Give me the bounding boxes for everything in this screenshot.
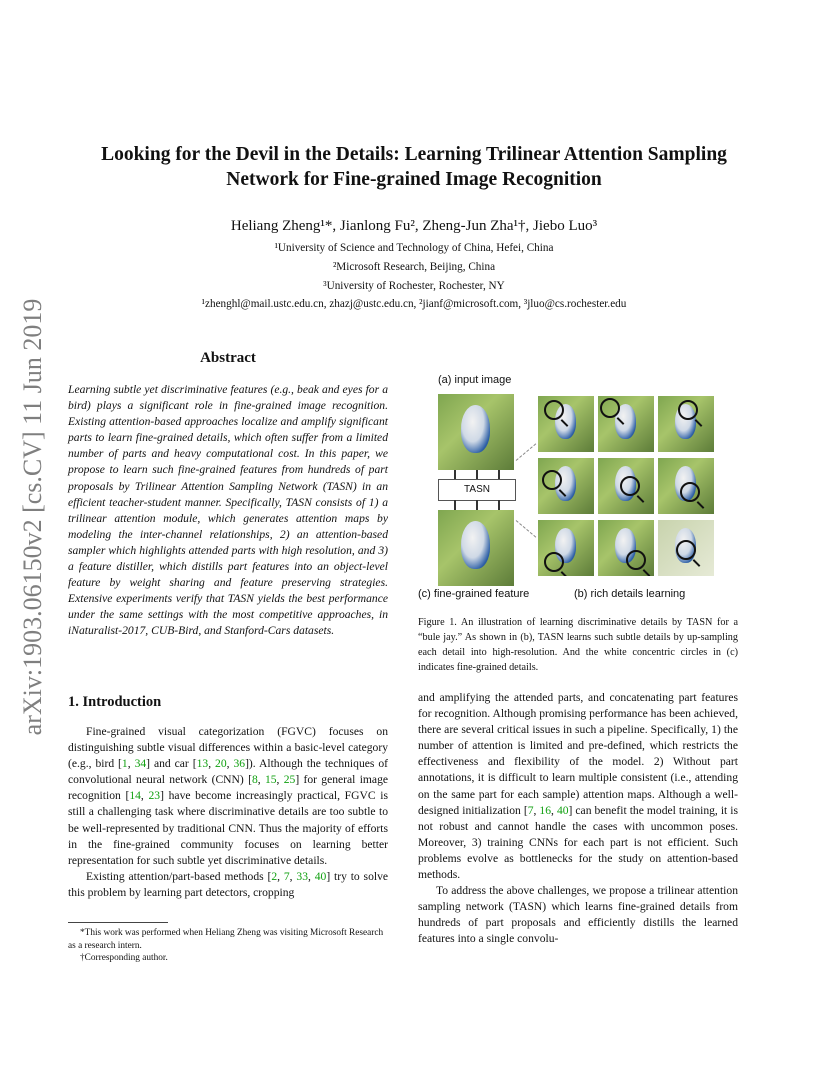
dashed-connector bbox=[516, 443, 537, 460]
author-emails: ¹zhenghl@mail.ustc.edu.cn, zhazj@ustc.edu.cn, ²jianf@microsoft.com, ³jluo@cs.rochester.edu bbox=[201, 298, 627, 310]
dashed-connector bbox=[516, 520, 537, 537]
figure-caption: Figure 1. An illustration of learning discriminative details by TASN for a “bule jay.” As shown in (b), TASN learns such subtle details by up-sampling each detail into high-resolution. And the white concentric circles in (c) indicates fine-grained details. bbox=[418, 617, 738, 673]
intro-heading: 1. Introduction bbox=[68, 694, 162, 710]
magnifier-icon bbox=[680, 482, 700, 502]
magnifier-icon bbox=[620, 476, 640, 496]
bird-figure bbox=[461, 405, 490, 452]
magnifier-icon bbox=[676, 540, 696, 560]
figure-1 bbox=[418, 370, 742, 606]
footnote-2: †Corresponding author. bbox=[80, 953, 168, 963]
affiliation-2: ²Microsoft Research, Beijing, China bbox=[332, 261, 496, 273]
magnifier-icon bbox=[600, 398, 620, 418]
detail-tile bbox=[658, 520, 714, 576]
fine-grained-feature-image bbox=[438, 510, 514, 586]
detail-tile bbox=[538, 458, 594, 514]
magnifier-icon bbox=[544, 552, 564, 572]
title-line-2: Network for Fine-grained Image Recognition bbox=[226, 169, 602, 190]
detail-tile bbox=[598, 396, 654, 452]
intro-paragraph-3: and amplifying the attended parts, and concatenating part features for recognition. Although promising performance has been achieved, there are several critical issues in such a pipeline. Specifically, 1) the number of attention is limited and pre-defined, which restricts the effectiveness and flexibility of the model. 2) Without part annotations, it is difficult to learn multiple consistent (i.e., attending on the same part for each sample) attention maps. Although a well-designed initialization [7, 16, 40] can benefit the model training, it is not robust and cannot handle the cases with uncommon poses. Moreover, 3) training CNNs for each part is not efficient. Such problems evolve as bottlenecks for the study on attention-based methods. bbox=[418, 691, 739, 882]
intro-left-column bbox=[68, 724, 388, 901]
input-image bbox=[438, 394, 514, 470]
detail-tile bbox=[598, 520, 654, 576]
abstract-text: Learning subtle yet discriminative features (e.g., beak and eyes for a bird) plays a significant role in fine-grained image recognition. Existing attention-based approaches localize and amplify significant parts to learn fine-grained details, which often suffer from a limited number of parts and heavy computational cost. In this paper, we propose to learn such fine-grained features from hundreds of part proposals by Trilinear Attention Sampling Network (TASN) in an efficient teacher-student manner. Specifically, TASN consists of 1) a trilinear attention module, which generates attention maps by modeling the inter-channel relationships, 2) an attention-based sampler which highlights attended parts with high resolution, and 3) a feature distiller, which distills part features into an object-level feature by weight sharing and feature preserving strategies. Extensive experiments verify that TASN yields the best performance under the same settings with the most competitive approaches, in iNaturalist-2017, CUB-Bird, and Stanford-Cars datasets. bbox=[68, 383, 388, 638]
paper-title bbox=[60, 142, 768, 192]
arxiv-stamp: arXiv:1903.06150v2 [cs.CV] 11 Jun 2019 bbox=[18, 298, 47, 736]
detail-tile bbox=[538, 520, 594, 576]
intro-right-column bbox=[418, 690, 738, 948]
intro-paragraph-1: Fine-grained visual categorization (FGVC) focuses on distinguishing subtle visual differences within a basic-level category (e.g., bird [1, 34] and car [13, 20, 36]). Although the techniques of convolutional neural network (CNN) [8, 15, 25] for general image recognition [14, 23] have become increasingly practical, FGVC is still a challenging task where discriminative details are too subtle to be well-represented by traditional CNN. Thus the majority of efforts in the fine-grained community focuses on learning better representation for such subtle yet discriminative details. bbox=[68, 725, 389, 867]
affiliation-3: ³University of Rochester, Rochester, NY bbox=[323, 280, 505, 292]
intro-paragraph-2: Existing attention/part-based methods [2, 7, 33, 40] try to solve this problem by learning part detectors, cropping bbox=[68, 869, 389, 899]
intro-paragraph-4: To address the above challenges, we propose a trilinear attention sampling network (TASN) which learns fine-grained details from hundreds of part proposals and efficiently distills the learned features into a single convolu- bbox=[418, 884, 738, 946]
magnifier-icon bbox=[542, 470, 562, 490]
title-line-1: Looking for the Devil in the Details: Learning Trilinear Attention Sampling bbox=[101, 144, 727, 165]
detail-tile bbox=[658, 458, 714, 514]
label-rich-details: (b) rich details learning bbox=[574, 588, 686, 600]
detail-tile bbox=[598, 458, 654, 514]
detail-tile bbox=[658, 396, 714, 452]
label-input-image: (a) input image bbox=[438, 374, 512, 386]
abstract-heading: Abstract bbox=[200, 350, 256, 366]
footnote-1: *This work was performed when Heliang Zheng was visiting Microsoft Research as a research intern. bbox=[68, 928, 384, 951]
magnifier-icon bbox=[678, 400, 698, 420]
magnifier-icon bbox=[544, 400, 564, 420]
label-fine-grained-feature: (c) fine-grained feature bbox=[418, 588, 530, 600]
authors: Heliang Zheng¹*, Jianlong Fu², Zheng-Jun Zha¹†, Jiebo Luo³ bbox=[230, 218, 598, 234]
bird-figure bbox=[461, 521, 490, 568]
magnifier-icon bbox=[626, 550, 646, 570]
footnote-rule bbox=[68, 922, 168, 923]
tasn-box: TASN bbox=[438, 479, 516, 501]
detail-tile bbox=[538, 396, 594, 452]
affiliation-1: ¹University of Science and Technology of China, Hefei, China bbox=[274, 242, 554, 254]
footnotes bbox=[68, 927, 388, 965]
